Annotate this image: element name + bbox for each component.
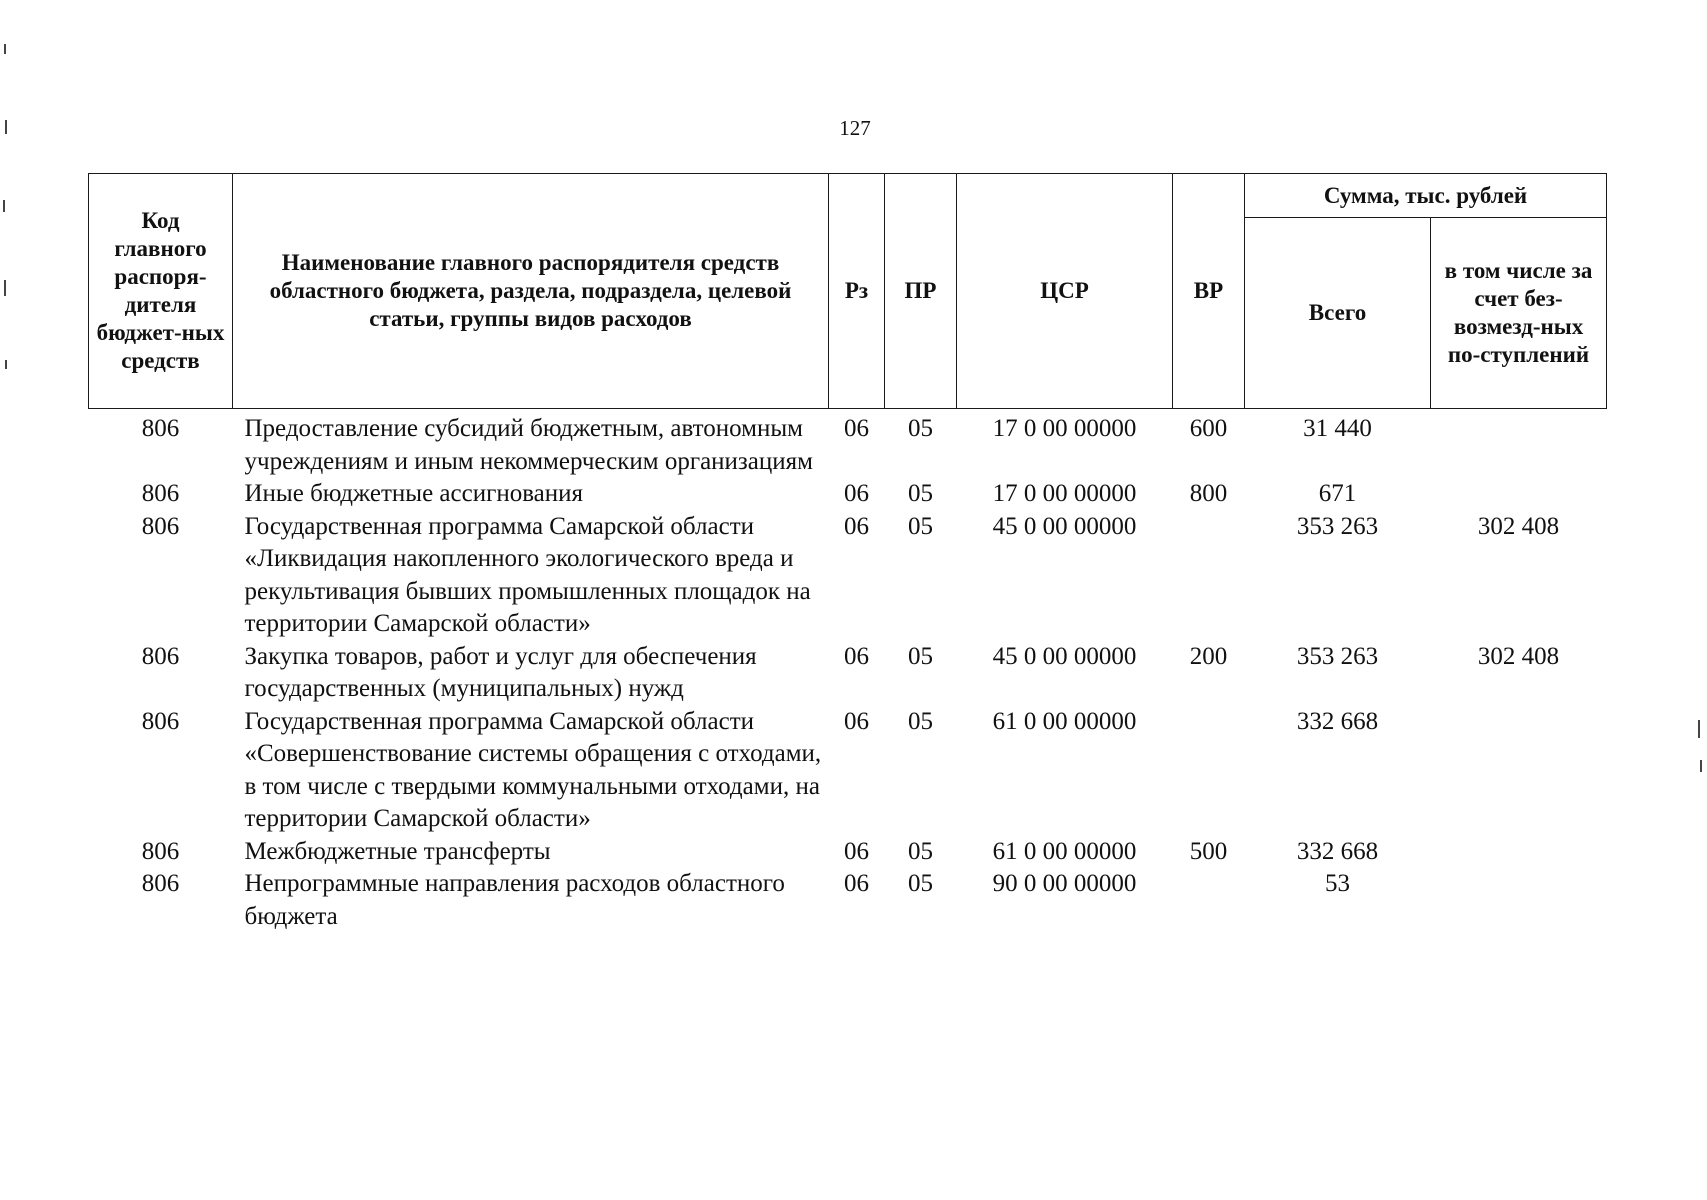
table-row [89, 641, 1607, 706]
cell-total: 671 [1318, 480, 1357, 507]
cell-pr: 05 [908, 870, 933, 897]
header-pr: ПР [885, 174, 957, 409]
cell-total: 332 668 [1296, 707, 1379, 735]
page-number: 127 [839, 116, 871, 140]
cell-csr: 45 0 00 00000 [992, 512, 1137, 540]
cell-code: 806 [141, 512, 180, 540]
cell-csr: 61 0 00 00000 [992, 707, 1137, 735]
scan-speck [4, 280, 6, 296]
cell-rz: 06 [844, 870, 869, 897]
cell-code: 806 [141, 642, 180, 670]
cell-code: 806 [141, 707, 180, 735]
cell-rz: 06 [844, 512, 869, 540]
header-gratuitous: в том числе за счет без-возмезд-ных по-ступлений [1431, 218, 1607, 409]
cell-code: 806 [141, 415, 180, 442]
scan-speck [3, 200, 5, 212]
cell-csr: 45 0 00 00000 [992, 642, 1137, 670]
scan-speck [5, 120, 7, 134]
cell-total: 353 263 [1296, 512, 1379, 540]
cell-vr: 500 [1189, 837, 1228, 865]
cell-name: Закупка товаров, работ и услуг для обеспечения государственных (муниципальных) нужд [244, 642, 757, 702]
cell-csr: 90 0 00 00000 [992, 870, 1137, 897]
cell-pr: 05 [908, 837, 933, 865]
cell-vr: 600 [1189, 415, 1228, 442]
cell-vr: 800 [1189, 480, 1228, 507]
cell-gratuitous: 302 408 [1477, 642, 1560, 670]
table-row [89, 511, 1607, 641]
cell-gratuitous [1431, 836, 1607, 869]
header-code: Код главного распоря-дителя бюджет-ных средств [89, 174, 233, 409]
cell-total: 332 668 [1296, 837, 1379, 865]
scan-speck [4, 44, 6, 54]
cell-total: 53 [1325, 870, 1350, 897]
header-rz: Рз [829, 174, 885, 409]
cell-csr: 17 0 00 00000 [992, 415, 1137, 442]
cell-csr: 61 0 00 00000 [992, 837, 1137, 865]
table-row [89, 409, 1607, 479]
cell-gratuitous [1431, 409, 1607, 479]
cell-name: Предоставление субсидий бюджетным, автономным учреждениям и иным некоммерческим организациям [244, 415, 813, 475]
cell-pr: 05 [908, 415, 933, 442]
cell-gratuitous [1431, 868, 1607, 933]
cell-rz: 06 [844, 415, 869, 442]
cell-code: 806 [141, 837, 180, 865]
table-row [89, 836, 1607, 869]
cell-name: Государственная программа Самарской области «Ликвидация накопленного экологического вреда и рекультивация бывших промышленных площадок на территории Самарской области» [244, 512, 811, 637]
cell-pr: 05 [908, 707, 933, 735]
header-vr: ВР [1173, 174, 1245, 409]
cell-rz: 06 [844, 837, 869, 865]
cell-code: 806 [141, 870, 180, 897]
cell-total: 353 263 [1296, 642, 1379, 670]
header-total: Всего [1245, 218, 1431, 409]
cell-gratuitous [1431, 706, 1607, 836]
header-name: Наименование главного распорядителя средств областного бюджета, раздела, подраздела, целевой статьи, группы видов расходов [233, 174, 829, 409]
cell-name: Государственная программа Самарской области «Совершенствование системы обращения с отходами, в том числе с твердыми коммунальными отходами, на территории Самарской области» [244, 707, 822, 832]
scan-speck [5, 360, 7, 369]
table-row [89, 868, 1607, 933]
cell-gratuitous [1431, 478, 1607, 511]
budget-table [88, 173, 1607, 933]
cell-rz: 06 [844, 642, 869, 670]
cell-code: 806 [141, 480, 180, 507]
cell-pr: 05 [908, 512, 933, 540]
table-row [89, 478, 1607, 511]
scan-speck [1700, 760, 1702, 772]
cell-csr: 17 0 00 00000 [992, 480, 1137, 507]
cell-vr: 200 [1189, 642, 1228, 670]
cell-name: Иные бюджетные ассигнования [244, 480, 584, 507]
cell-rz: 06 [844, 480, 869, 507]
cell-vr [1173, 868, 1245, 933]
cell-vr [1173, 706, 1245, 836]
cell-rz: 06 [844, 707, 869, 735]
cell-name: Непрограммные направления расходов областного бюджета [244, 870, 785, 930]
scan-speck [1698, 720, 1700, 738]
cell-vr [1173, 511, 1245, 641]
cell-pr: 05 [908, 642, 933, 670]
cell-total: 31 440 [1303, 415, 1372, 442]
cell-name: Межбюджетные трансферты [244, 837, 551, 865]
cell-gratuitous: 302 408 [1477, 512, 1560, 540]
header-csr: ЦСР [957, 174, 1173, 409]
cell-pr: 05 [908, 480, 933, 507]
table-row [89, 706, 1607, 836]
header-sum-group: Сумма, тыс. рублей [1245, 174, 1607, 218]
